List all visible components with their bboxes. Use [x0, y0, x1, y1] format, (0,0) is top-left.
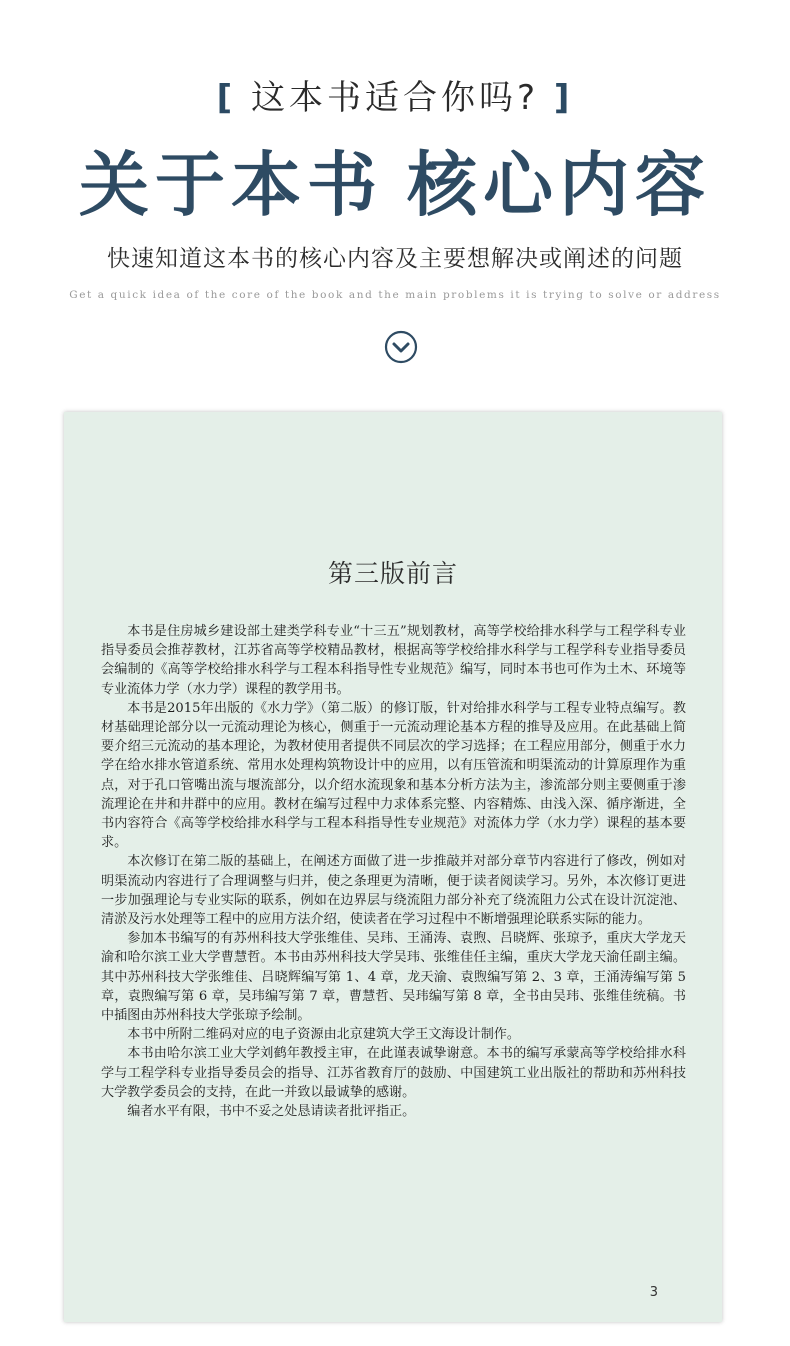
header-section [0, 0, 790, 380]
subtitle-english: Get a quick idea of the core of the book and the main problems it is trying to solve or address [69, 289, 721, 301]
paragraph: 编者水平有限，书中不妥之处恳请读者批评指正。 [127, 1104, 416, 1120]
paragraph: 本书由哈尔滨工业大学刘鹤年教授主审，在此谨表诚挚谢意。本书的编写承蒙高等学校给排水科学与工程学科专业指导委员会的指导、江苏省教育厅的鼓励、中国建筑工业出版社的帮助和苏州科技大学教学委员会的支持，在此一并致以最诚挚的感谢。 [101, 1046, 686, 1100]
chevron-down-circle-icon [384, 330, 418, 364]
book-page-image [64, 412, 722, 1322]
paragraph: 本书中所附二维码对应的电子资源由北京建筑大学王文海设计制作。 [127, 1027, 520, 1043]
paragraph: 参加本书编写的有苏州科技大学张维佳、吴玮、王涌涛、袁煦、吕晓辉、张琼予，重庆大学龙天渝和哈尔滨工业大学曹慧哲。本书由苏州科技大学吴玮、张维佳任主编，重庆大学龙天渝任副主编。其中苏州科技大学张维佳、吕晓辉编写第 1、4 章，龙天渝、袁煦编写第 2、3 章，王涌涛编写第 5 章，袁煦编写第 6 章，吴玮编写第 7 章，曹慧哲、吴玮编写第 8 章，全书由吴玮、张维佳统稿。书中插图由苏州科技大学张琼予绘制。 [101, 931, 686, 1024]
question-line [0, 78, 790, 118]
question-text: 这本书适合你吗? [250, 78, 540, 118]
paragraph: 本书是住房城乡建设部土建类学科专业“十三五”规划教材，高等学校给排水科学与工程学科专业指导委员会推荐教材，江苏省高等学校精品教材，根据高等学校给排水科学与工程学科专业指导委员会编制的《高等学校给排水科学与工程本科指导性专业规范》编写，同时本书也可作为土木、环境等专业流体力学（水力学）课程的教学用书。 [101, 624, 686, 697]
page-title: 第三版前言 [327, 559, 458, 588]
headline [0, 140, 790, 230]
open-bracket: [ [216, 78, 237, 118]
headline-part-2: 核心内容 [407, 143, 711, 226]
paragraph: 本次修订在第二版的基础上，在阐述方面做了进一步推敲并对部分章节内容进行了修改，例如对明渠流动内容进行了合理调整与归并，使之条理更为清晰，便于读者阅读学习。另外，本次修订更进一步加强理论与专业实际的联系，例如在边界层与绕流阻力部分补充了绕流阻力公式在设计沉淀池、清淤及污水处理等工程中的应用方法介绍，使读者在学习过程中不断增强理论联系实际的能力。 [101, 854, 686, 928]
page-number: 3 [649, 1285, 658, 1300]
headline-part-1: 关于本书 [79, 143, 383, 226]
subtitle-chinese: 快速知道这本书的核心内容及主要想解决或阐述的问题 [107, 246, 683, 272]
close-bracket: ] [553, 78, 574, 118]
paragraph: 本书是2015年出版的《水力学》（第二版）的修订版，针对给排水科学与工程专业特点编写。教材基础理论部分以一元流动理论为核心，侧重于一元流动理论基本方程的推导及应用。在此基础上简要介绍三元流动的基本理论，为教材使用者提供不同层次的学习选择；在工程应用部分，侧重于水力学在给水排水管道系统、常用水处理构筑物设计中的应用，以有压管流和明渠流动的计算原理作为重点，对于孔口管嘴出流与堰流部分，以介绍水流现象和基本分析方法为主，渗流部分则主要侧重于渗流理论在井和井群中的应用。教材在编写过程中力求体系完整、内容精炼、由浅入深、循序渐进，全书内容符合《高等学校给排水科学与工程本科指导性专业规范》对流体力学（水力学）课程的基本要求。 [101, 700, 686, 851]
preface-body [101, 622, 686, 1121]
